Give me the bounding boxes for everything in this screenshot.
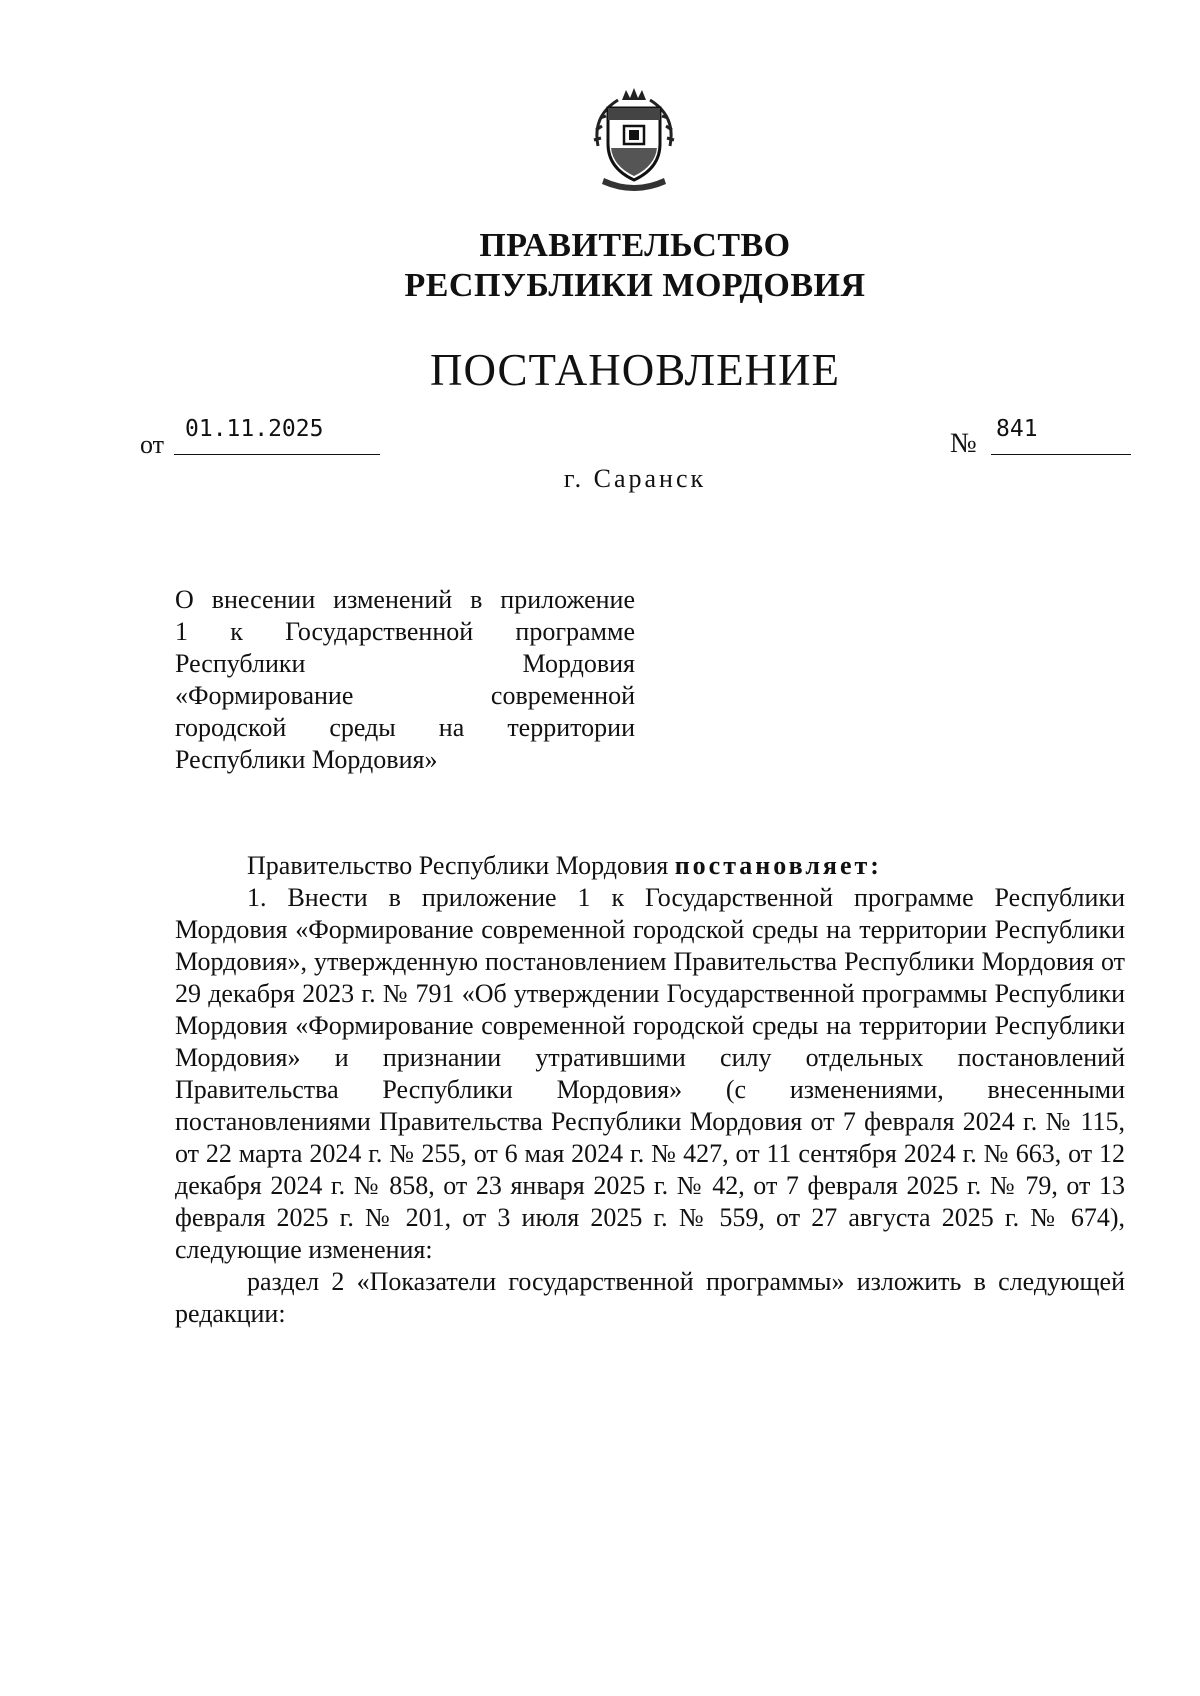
document-subject [175, 584, 635, 776]
document-body [175, 850, 1125, 1330]
resolution-keyword: постановляет: [674, 851, 882, 880]
item-2-paragraph: раздел 2 «Показатели государственной программы» изложить в следующей редакции: [175, 1267, 1125, 1328]
coat-of-arms-icon [578, 86, 690, 198]
date-number-row [140, 416, 1130, 459]
subject-line: 1 к Государственной программе [175, 617, 635, 646]
subject-line: «Формирование современной [175, 681, 635, 710]
subject-line: О внесении изменений в приложение [175, 585, 635, 614]
date-prefix: от [140, 430, 165, 459]
intro-paragraph [175, 850, 1125, 882]
item-1-paragraph: 1. Внести в приложение 1 к Государственной программе Республики Мордовия «Формирование современной городской среды на территории Республики Мордовия», утвержденную постановлением Правительства Республики Мордовия от 29 декабря 2023 г. № 791 «Об утверждении Государственной программы Республики Мордовия «Формирование современной городской среды на территории Республики Мордовия» и признании утратившими силу отдельных постановлений Правительства Республики Мордовия» (с изменениями, внесенными постановлениями Правительства Республики Мордовия от 7 февраля 2024 г. № 115, от 22 марта 2024 г. № 255, от 6 мая 2024 г. № 427, от 11 сентября 2024 г. № 663, от 12 декабря 2024 г. № 858, от 23 января 2025 г. № 42, от 7 февраля 2025 г. № 79, от 13 февраля 2025 г. № 201, от 3 июля 2025 г. № 559, от 27 августа 2025 г. № 674), следующие изменения: [175, 883, 1125, 1264]
subject-line: Республики Мордовия» [175, 745, 438, 774]
intro-text: Правительство Республики Мордовия [247, 851, 669, 880]
subject-line: городской среды на территории [175, 713, 635, 742]
number-prefix: № [950, 428, 977, 459]
city: г. Саранск [563, 464, 707, 493]
government-title-line2: РЕСПУБЛИКИ МОРДОВИЯ [404, 267, 866, 304]
government-title [300, 226, 970, 306]
document-date: 01.11.2025 [185, 416, 324, 442]
subject-line: Республики Мордовия [175, 649, 635, 678]
document-type: ПОСТАНОВЛЕНИЕ [429, 345, 841, 395]
document-number: 841 [996, 416, 1038, 442]
government-title-line1: ПРАВИТЕЛЬСТВО [479, 227, 791, 264]
